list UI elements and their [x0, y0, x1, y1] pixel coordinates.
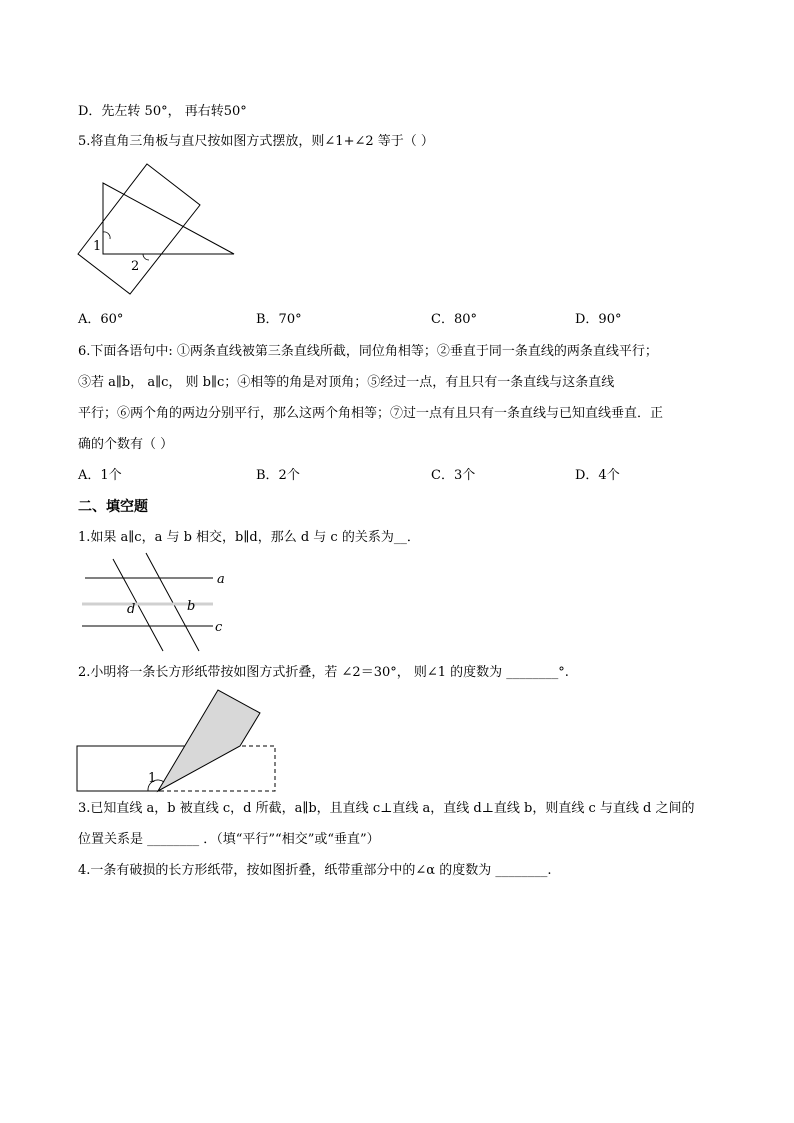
fill2-stem: 2.小明将一条长方形纸带按如图方式折叠，若 ∠2＝30°， 则∠1 的度数为 ________°. [78, 665, 569, 680]
q5-option-a: A．60° [78, 312, 124, 327]
q6-line-4: 确的个数有（ ） [78, 437, 174, 452]
q6-option-a: A．1个 [78, 468, 122, 483]
angle-1-label: 1 [93, 239, 102, 254]
q6-option-c: C．3个 [431, 468, 476, 483]
q5-option-b: B．70° [256, 312, 302, 327]
folded-flap [158, 690, 260, 791]
q6-option-d: D．4个 [575, 468, 620, 483]
fill3-line-2: 位置关系是 ________ ．（填“平行”“相交”或“垂直”） [78, 832, 380, 847]
label-d: d [127, 602, 136, 617]
q6-option-b: B．2个 [256, 468, 300, 483]
q5-option-d: D．90° [575, 312, 622, 327]
q6-line-2: ③若 a∥b， a∥c， 则 b∥c；④相等的角是对顶角；⑤经过一点，有且只有一条直线与这条直线 [78, 375, 615, 390]
q6-line-1: 6.下面各语句中: ①两条直线被第三条直线所截，同位角相等；②垂直于同一条直线的两条直线平行； [78, 344, 658, 359]
q6-line-3: 平行；⑥两个角的两边分别平行，那么这两个角相等；⑦过一点有且只有一条直线与已知直线垂直．正 [78, 406, 664, 421]
fill1-stem: 1.如果 a∥c，a 与 b 相交，b∥d，那么 d 与 c 的关系为__． [78, 530, 420, 545]
q5-stem: 5.将直角三角板与直尺按如图方式摆放，则∠1+∠2 等于（ ） [78, 134, 434, 149]
q4-option-d: D．先左转 50°， 再右转50° [78, 104, 247, 119]
angle-1-label: 1 [148, 771, 157, 786]
fill4-stem: 4.一条有破损的长方形纸带，按如图折叠，纸带重部分中的∠α 的度数为 ________. [78, 863, 552, 878]
fill3-line-1: 3.已知直线 a，b 被直线 c，d 所截，a∥b，且直线 c⊥直线 a，直线 d⊥直线 b，则直线 c 与直线 d 之间的 [78, 801, 695, 816]
label-c: c [215, 620, 223, 635]
section-fill-in-heading: 二、填空题 [78, 499, 148, 515]
q5-option-c: C．80° [431, 312, 477, 327]
angle-2-label: 2 [131, 259, 140, 274]
label-b: b [187, 599, 196, 614]
label-a: a [217, 572, 225, 587]
